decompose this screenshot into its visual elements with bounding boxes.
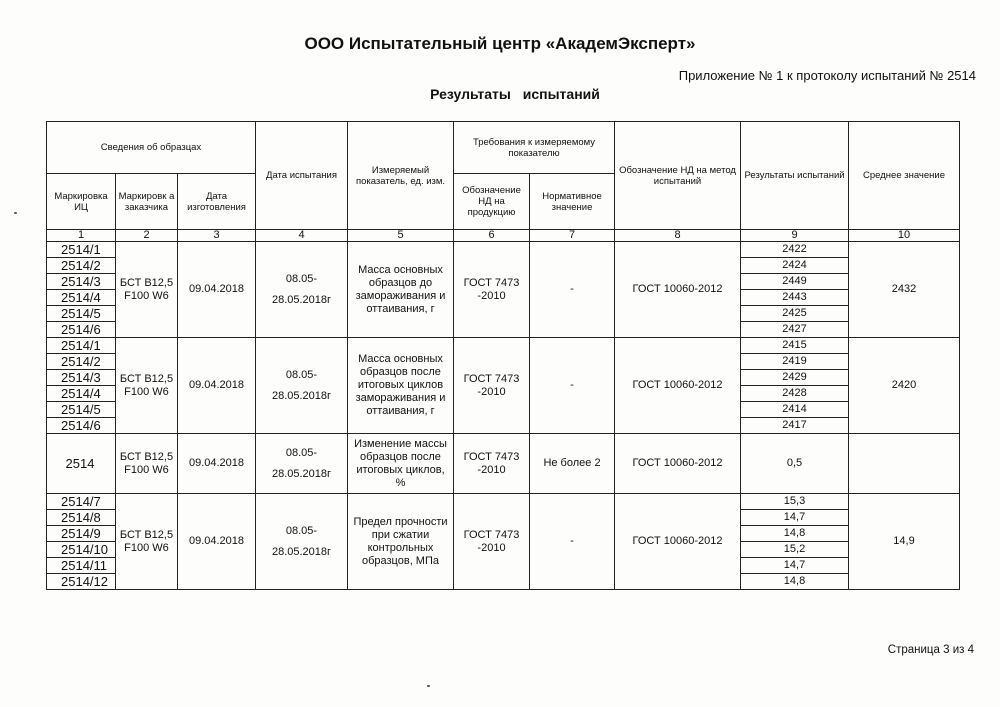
sample-mark-ic: 2514/4 <box>47 386 116 402</box>
test-result: 14,8 <box>741 574 849 590</box>
test-date-to: 28.05.2018г <box>271 389 332 402</box>
nd-product: ГОСТ 7473 -2010 <box>454 494 530 590</box>
results-table <box>46 121 960 590</box>
nd-method: ГОСТ 10060-2012 <box>615 434 741 494</box>
column-number: 8 <box>615 230 741 242</box>
header-sample-info: Сведения об образцах <box>47 122 256 174</box>
sample-mark-ic: 2514/4 <box>47 290 116 306</box>
test-result: 2425 <box>741 306 849 322</box>
column-number: 5 <box>348 230 454 242</box>
test-date-from: 08.05- <box>285 272 318 285</box>
organization-title: ООО Испытательный центр «АкадемЭксперт» <box>304 34 696 53</box>
test-date <box>256 242 348 338</box>
norm-value: - <box>530 338 615 434</box>
nd-product: ГОСТ 7473 -2010 <box>454 434 530 494</box>
test-result: 14,7 <box>741 510 849 526</box>
sample-mark-ic: 2514/2 <box>47 354 116 370</box>
column-number: 6 <box>454 230 530 242</box>
column-number: 10 <box>849 230 960 242</box>
column-number: 1 <box>47 230 116 242</box>
sample-mark-ic: 2514/9 <box>47 526 116 542</box>
column-number: 9 <box>741 230 849 242</box>
column-number: 4 <box>256 230 348 242</box>
test-result: 2422 <box>741 242 849 258</box>
nd-method: ГОСТ 10060-2012 <box>615 338 741 434</box>
average-value: 14,9 <box>849 494 960 590</box>
sample-mark-ic: 2514/12 <box>47 574 116 590</box>
measured-indicator: Предел прочности при сжатии контрольных образцов, МПа <box>348 494 454 590</box>
header-measured: Измеряемый показатель, ед. изм. <box>348 122 454 230</box>
test-date-to: 28.05.2018г <box>271 293 332 306</box>
customer-mark: БСТ В12,5 F100 W6 <box>116 434 178 494</box>
test-date <box>256 434 348 494</box>
test-result: 2419 <box>741 354 849 370</box>
measured-indicator: Масса основных образцов до замораживания и оттаивания, г <box>348 242 454 338</box>
manufacture-date: 09.04.2018 <box>178 242 256 338</box>
column-number: 2 <box>116 230 178 242</box>
manufacture-date: 09.04.2018 <box>178 494 256 590</box>
sample-mark-ic: 2514/11 <box>47 558 116 574</box>
measured-indicator: Изменение массы образцов после итоговых циклов, % <box>348 434 454 494</box>
test-result: 2424 <box>741 258 849 274</box>
appendix-reference: Приложение № 1 к протоколу испытаний № 2514 <box>678 68 976 83</box>
test-result: 2415 <box>741 338 849 354</box>
measured-indicator: Масса основных образцов после итоговых циклов замораживания и оттаивания, г <box>348 338 454 434</box>
sample-mark-ic: 2514/3 <box>47 370 116 386</box>
average-value: 2432 <box>849 242 960 338</box>
nd-product: ГОСТ 7473 -2010 <box>454 242 530 338</box>
table-row <box>47 338 960 354</box>
test-result: 2427 <box>741 322 849 338</box>
column-numbers-row <box>47 230 960 242</box>
average-value: 2420 <box>849 338 960 434</box>
sample-mark-ic: 2514/6 <box>47 418 116 434</box>
test-date-to: 28.05.2018г <box>271 545 332 558</box>
nd-method: ГОСТ 10060-2012 <box>615 494 741 590</box>
sample-mark-ic: 2514/1 <box>47 338 116 354</box>
test-date <box>256 338 348 434</box>
sample-mark-ic: 2514/3 <box>47 274 116 290</box>
test-date-to: 28.05.2018г <box>271 467 332 480</box>
test-date-from: 08.05- <box>285 524 318 537</box>
test-result: 15,2 <box>741 542 849 558</box>
test-result: 2449 <box>741 274 849 290</box>
header-nd-product: Обозначение НД на продукцию <box>454 174 530 230</box>
nd-product: ГОСТ 7473 -2010 <box>454 338 530 434</box>
sample-mark-ic: 2514/1 <box>47 242 116 258</box>
test-result: 14,7 <box>741 558 849 574</box>
sample-mark-ic: 2514/2 <box>47 258 116 274</box>
header-mark-ic: Маркировка ИЦ <box>47 174 116 230</box>
customer-mark: БСТ В12,5 F100 W6 <box>116 242 178 338</box>
header-results: Результаты испытаний <box>741 122 849 230</box>
header-test-date: Дата испытания <box>256 122 348 230</box>
test-result: 0,5 <box>741 434 849 494</box>
test-result: 2414 <box>741 402 849 418</box>
scan-speck <box>14 212 17 214</box>
test-result: 2417 <box>741 418 849 434</box>
sample-mark-ic: 2514/5 <box>47 402 116 418</box>
test-result: 2429 <box>741 370 849 386</box>
norm-value: - <box>530 494 615 590</box>
norm-value: Не более 2 <box>530 434 615 494</box>
sample-mark-ic: 2514/10 <box>47 542 116 558</box>
scan-speck <box>427 685 430 687</box>
column-number: 3 <box>178 230 256 242</box>
sample-mark-ic: 2514 <box>47 434 116 494</box>
results-heading: Результаты испытаний <box>430 86 600 102</box>
customer-mark: БСТ В12,5 F100 W6 <box>116 494 178 590</box>
manufacture-date: 09.04.2018 <box>178 434 256 494</box>
norm-value: - <box>530 242 615 338</box>
table-row <box>47 242 960 258</box>
header-mfg-date: Дата изготовления <box>178 174 256 230</box>
test-date <box>256 494 348 590</box>
sample-mark-ic: 2514/5 <box>47 306 116 322</box>
column-number: 7 <box>530 230 615 242</box>
test-result: 15,3 <box>741 494 849 510</box>
test-result: 2443 <box>741 290 849 306</box>
header-average: Среднее значение <box>849 122 960 230</box>
table-row <box>47 494 960 510</box>
sample-mark-ic: 2514/8 <box>47 510 116 526</box>
header-requirements: Требования к измеряемому показателю <box>454 122 615 174</box>
header-nd-method: Обозначение НД на метод испытаний <box>615 122 741 230</box>
test-result: 2428 <box>741 386 849 402</box>
header-norm-value: Нормативное значение <box>530 174 615 230</box>
test-date-from: 08.05- <box>285 368 318 381</box>
test-date-from: 08.05- <box>285 446 318 459</box>
average-value <box>849 434 960 494</box>
header-mark-customer: Маркировк а заказчика <box>116 174 178 230</box>
page-number: Страница 3 из 4 <box>887 644 974 656</box>
manufacture-date: 09.04.2018 <box>178 338 256 434</box>
table-row <box>47 434 960 494</box>
test-result: 14,8 <box>741 526 849 542</box>
nd-method: ГОСТ 10060-2012 <box>615 242 741 338</box>
sample-mark-ic: 2514/6 <box>47 322 116 338</box>
customer-mark: БСТ В12,5 F100 W6 <box>116 338 178 434</box>
sample-mark-ic: 2514/7 <box>47 494 116 510</box>
